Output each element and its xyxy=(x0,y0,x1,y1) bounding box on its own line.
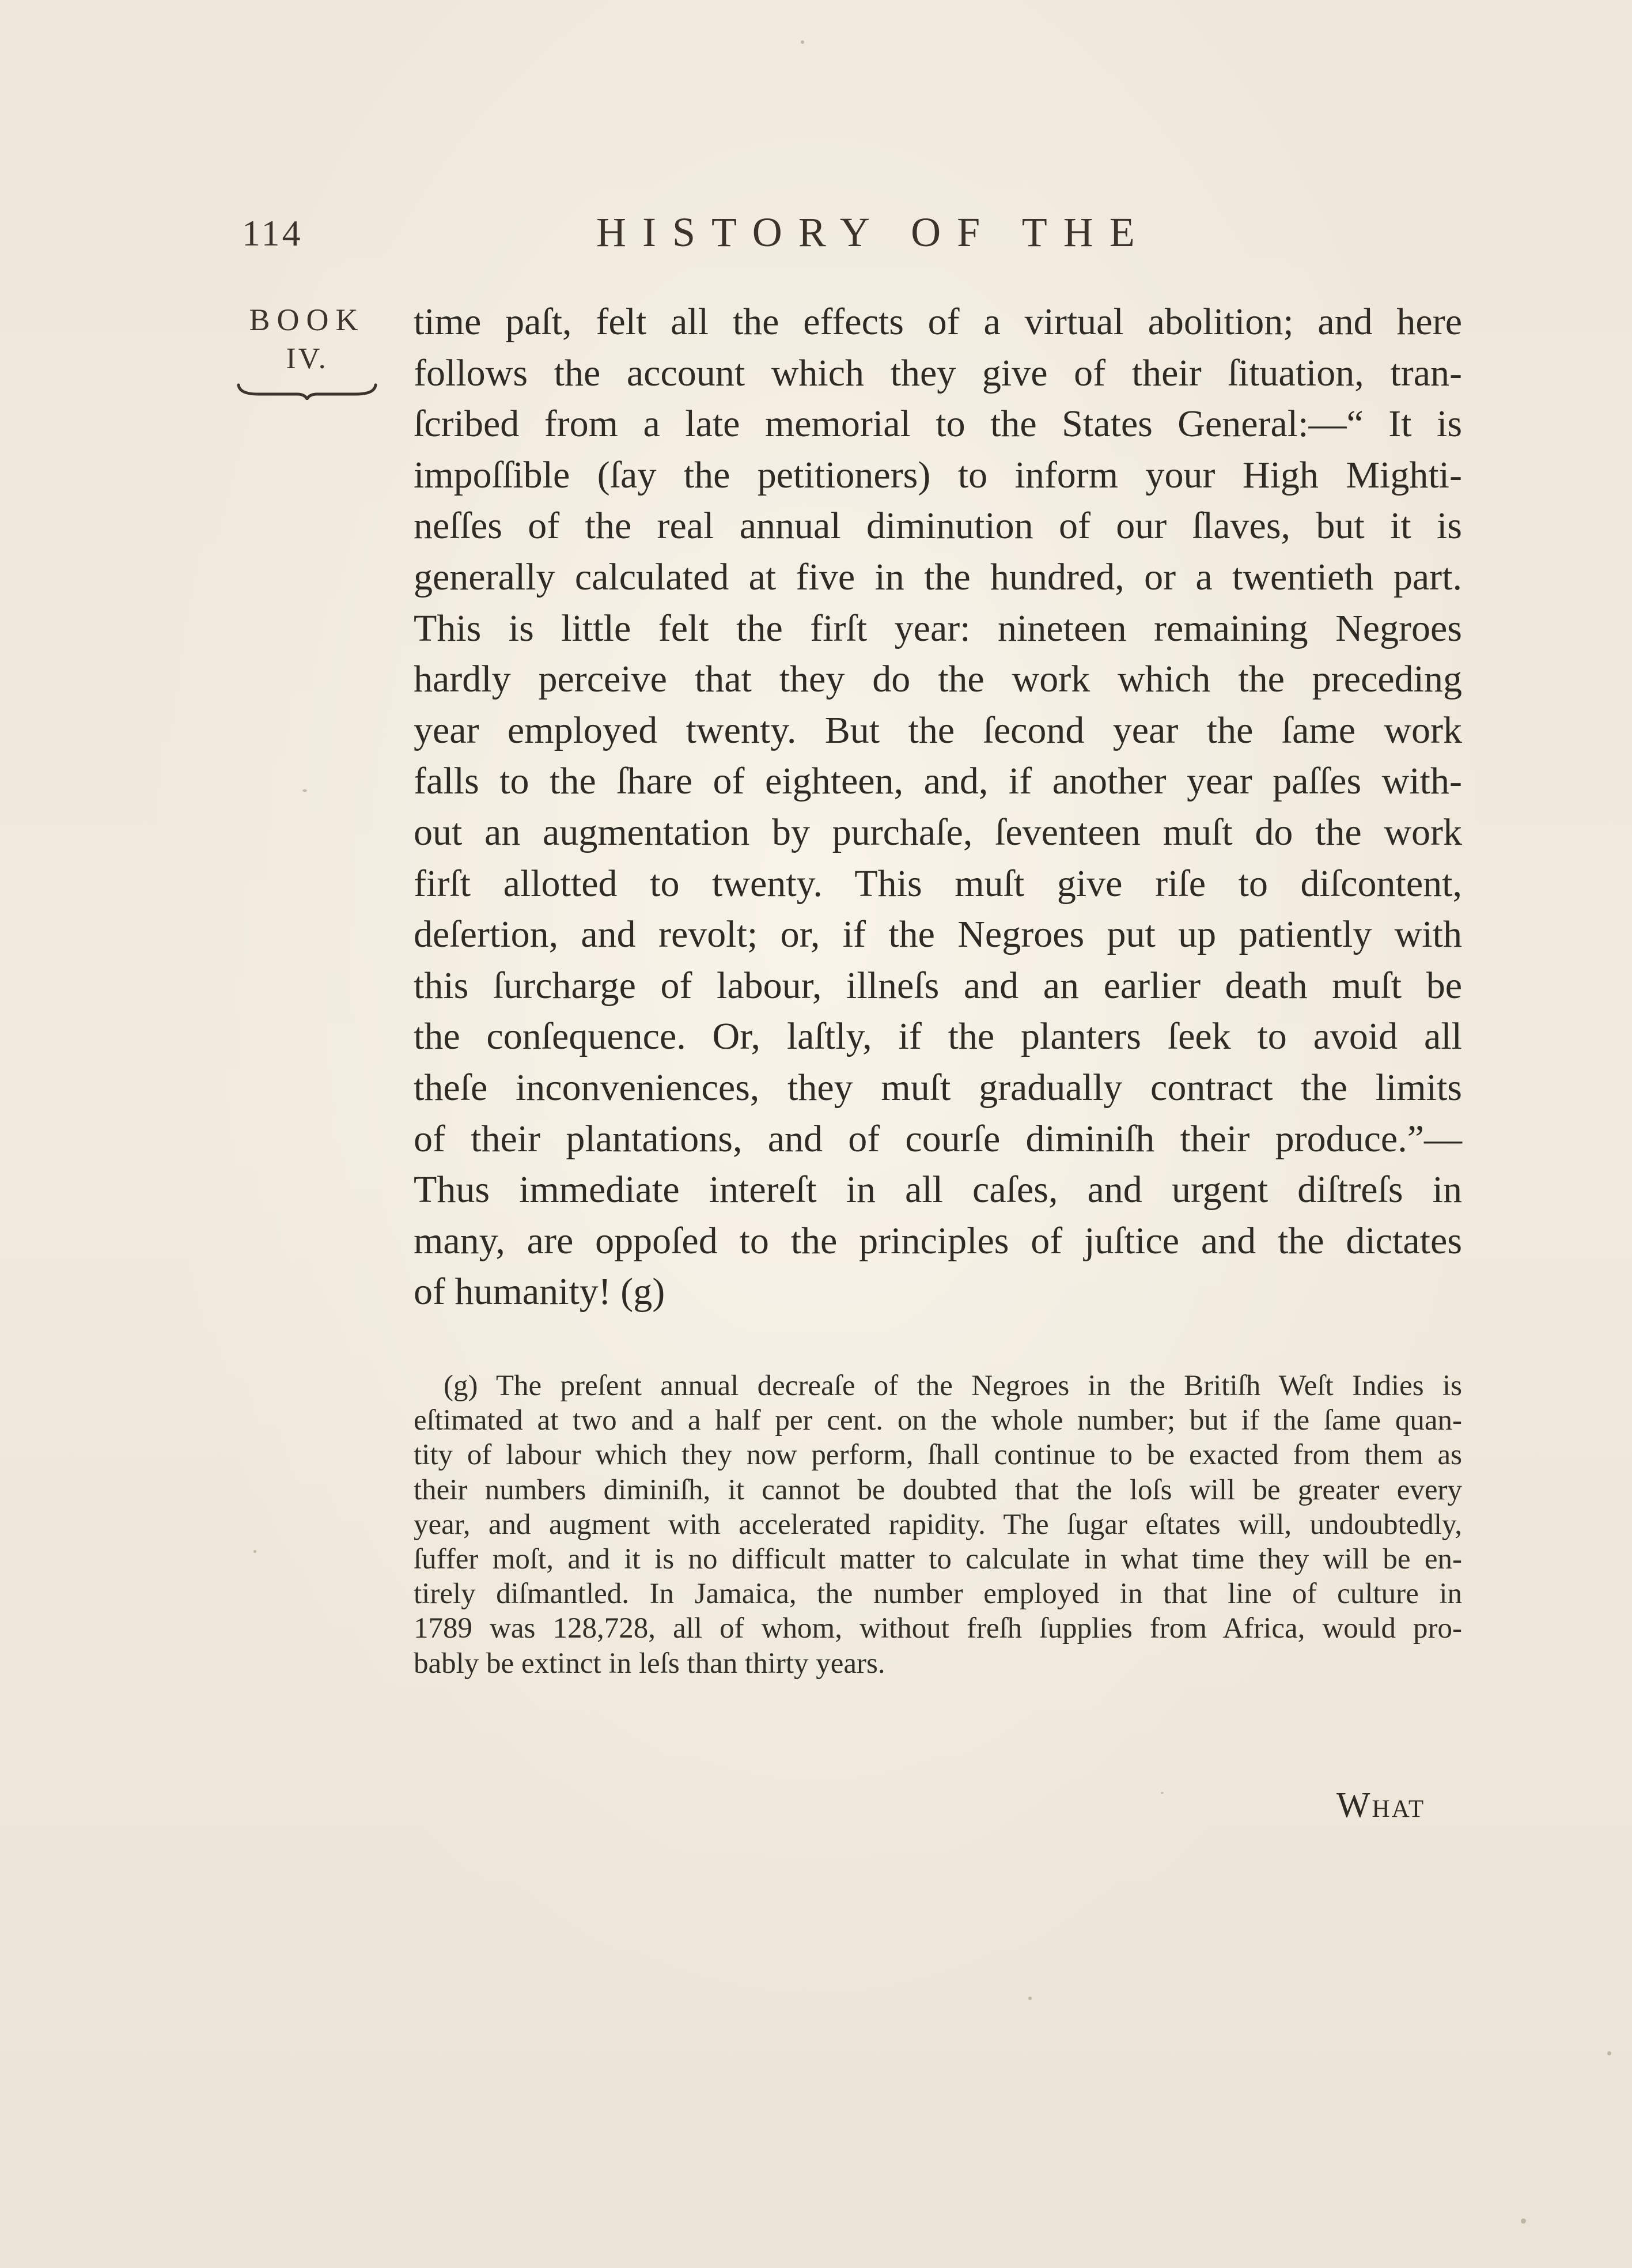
footnote-line: tirely diſmantled. In Jamaica, the number employed in that line of culture in xyxy=(414,1578,1462,1611)
paper-speck xyxy=(1028,1997,1032,2000)
main-text-line: of humanity! (g) xyxy=(414,1271,665,1313)
main-text-line: impoſſible (ſay the petitioners) to inform your High Mighti- xyxy=(414,453,1462,496)
main-text xyxy=(414,297,1462,1318)
main-text-line: hardly perceive that they do the work which the preceding xyxy=(414,658,1462,701)
main-text-line: generally calculated at five in the hundred, or a twentieth part. xyxy=(414,555,1462,598)
main-text-line: many, are oppoſed to the principles of juſtice and the dictates xyxy=(414,1219,1462,1262)
paper-speck xyxy=(801,40,804,44)
margin-note xyxy=(235,300,379,400)
footnote-line: (g) The preſent annual decreaſe of the Negroes in the Britiſh Weſt Indies is xyxy=(444,1370,1462,1402)
paper-speck xyxy=(253,1550,256,1553)
footnote-line: bably be extinct in leſs than thirty years. xyxy=(414,1647,885,1680)
margin-book-label: BOOK xyxy=(249,303,365,337)
main-text-line: deſertion, and revolt; or, if the Negroes put up patiently with xyxy=(414,913,1462,956)
running-head: HISTORY OF THE xyxy=(596,209,1151,255)
catchword: What xyxy=(1336,1786,1426,1825)
footnote xyxy=(414,1369,1462,1681)
footnote-line: eſtimated at two and a half per cent. on the whole number; but if the ſame quan- xyxy=(414,1404,1462,1437)
footnote-line: tity of labour which they now perform, ſhall continue to be exacted from them as xyxy=(414,1439,1462,1472)
paper-speck xyxy=(1521,2218,1526,2224)
main-text-line: neſſes of the real annual diminution of our ſlaves, but it is xyxy=(414,505,1462,547)
page-number: 114 xyxy=(242,213,303,254)
paper-speck xyxy=(1161,1792,1164,1794)
main-text-line: the conſequence. Or, laſtly, if the planters ſeek to avoid all xyxy=(414,1015,1462,1058)
footnote-line: ſuffer moſt, and it is no difficult matter to calculate in what time they will be en- xyxy=(414,1543,1462,1575)
main-text-line: follows the account which they give of their ſituation, tran- xyxy=(414,351,1462,394)
main-text-line: falls to the ſhare of eighteen, and, if another year paſſes with- xyxy=(414,760,1462,803)
footnote-line: year, and augment with accelerated rapidity. The ſugar eſtates will, undoubtedly, xyxy=(414,1508,1462,1541)
paper-speck xyxy=(1607,2051,1611,2055)
footnote-line: their numbers diminiſh, it cannot be doubted that the loſs will be greater every xyxy=(414,1473,1462,1506)
main-text-line: this ſurcharge of labour, illneſs and an earlier death muſt be xyxy=(414,964,1462,1007)
main-text-line: Thus immediate intereſt in all caſes, and urgent diſtreſs in xyxy=(414,1169,1462,1211)
main-text-line: of their plantations, and of courſe diminiſh their produce.”— xyxy=(414,1117,1462,1160)
main-text-line: out an augmentation by purchaſe, ſeventeen muſt do the work xyxy=(414,811,1462,853)
main-text-line: This is little felt the firſt year: nineteen remaining Negroes xyxy=(414,607,1462,649)
main-text-line: year employed twenty. But the ſecond year the ſame work xyxy=(414,709,1462,751)
main-text-line: time paſt, felt all the effects of a virtual abolition; and here xyxy=(414,301,1462,343)
brace-ornament xyxy=(235,380,379,400)
margin-volume-label: IV. xyxy=(286,342,328,375)
footnote-line: 1789 was 128,728, all of whom, without freſh ſupplies from Africa, would pro- xyxy=(414,1612,1462,1645)
main-text-line: firſt allotted to twenty. This muſt give riſe to diſcontent, xyxy=(414,862,1462,905)
main-text-line: theſe inconveniences, they muſt gradually contract the limits xyxy=(414,1066,1462,1109)
main-text-line: ſcribed from a late memorial to the States General:—“ It is xyxy=(414,403,1462,445)
paper-speck xyxy=(302,789,307,792)
